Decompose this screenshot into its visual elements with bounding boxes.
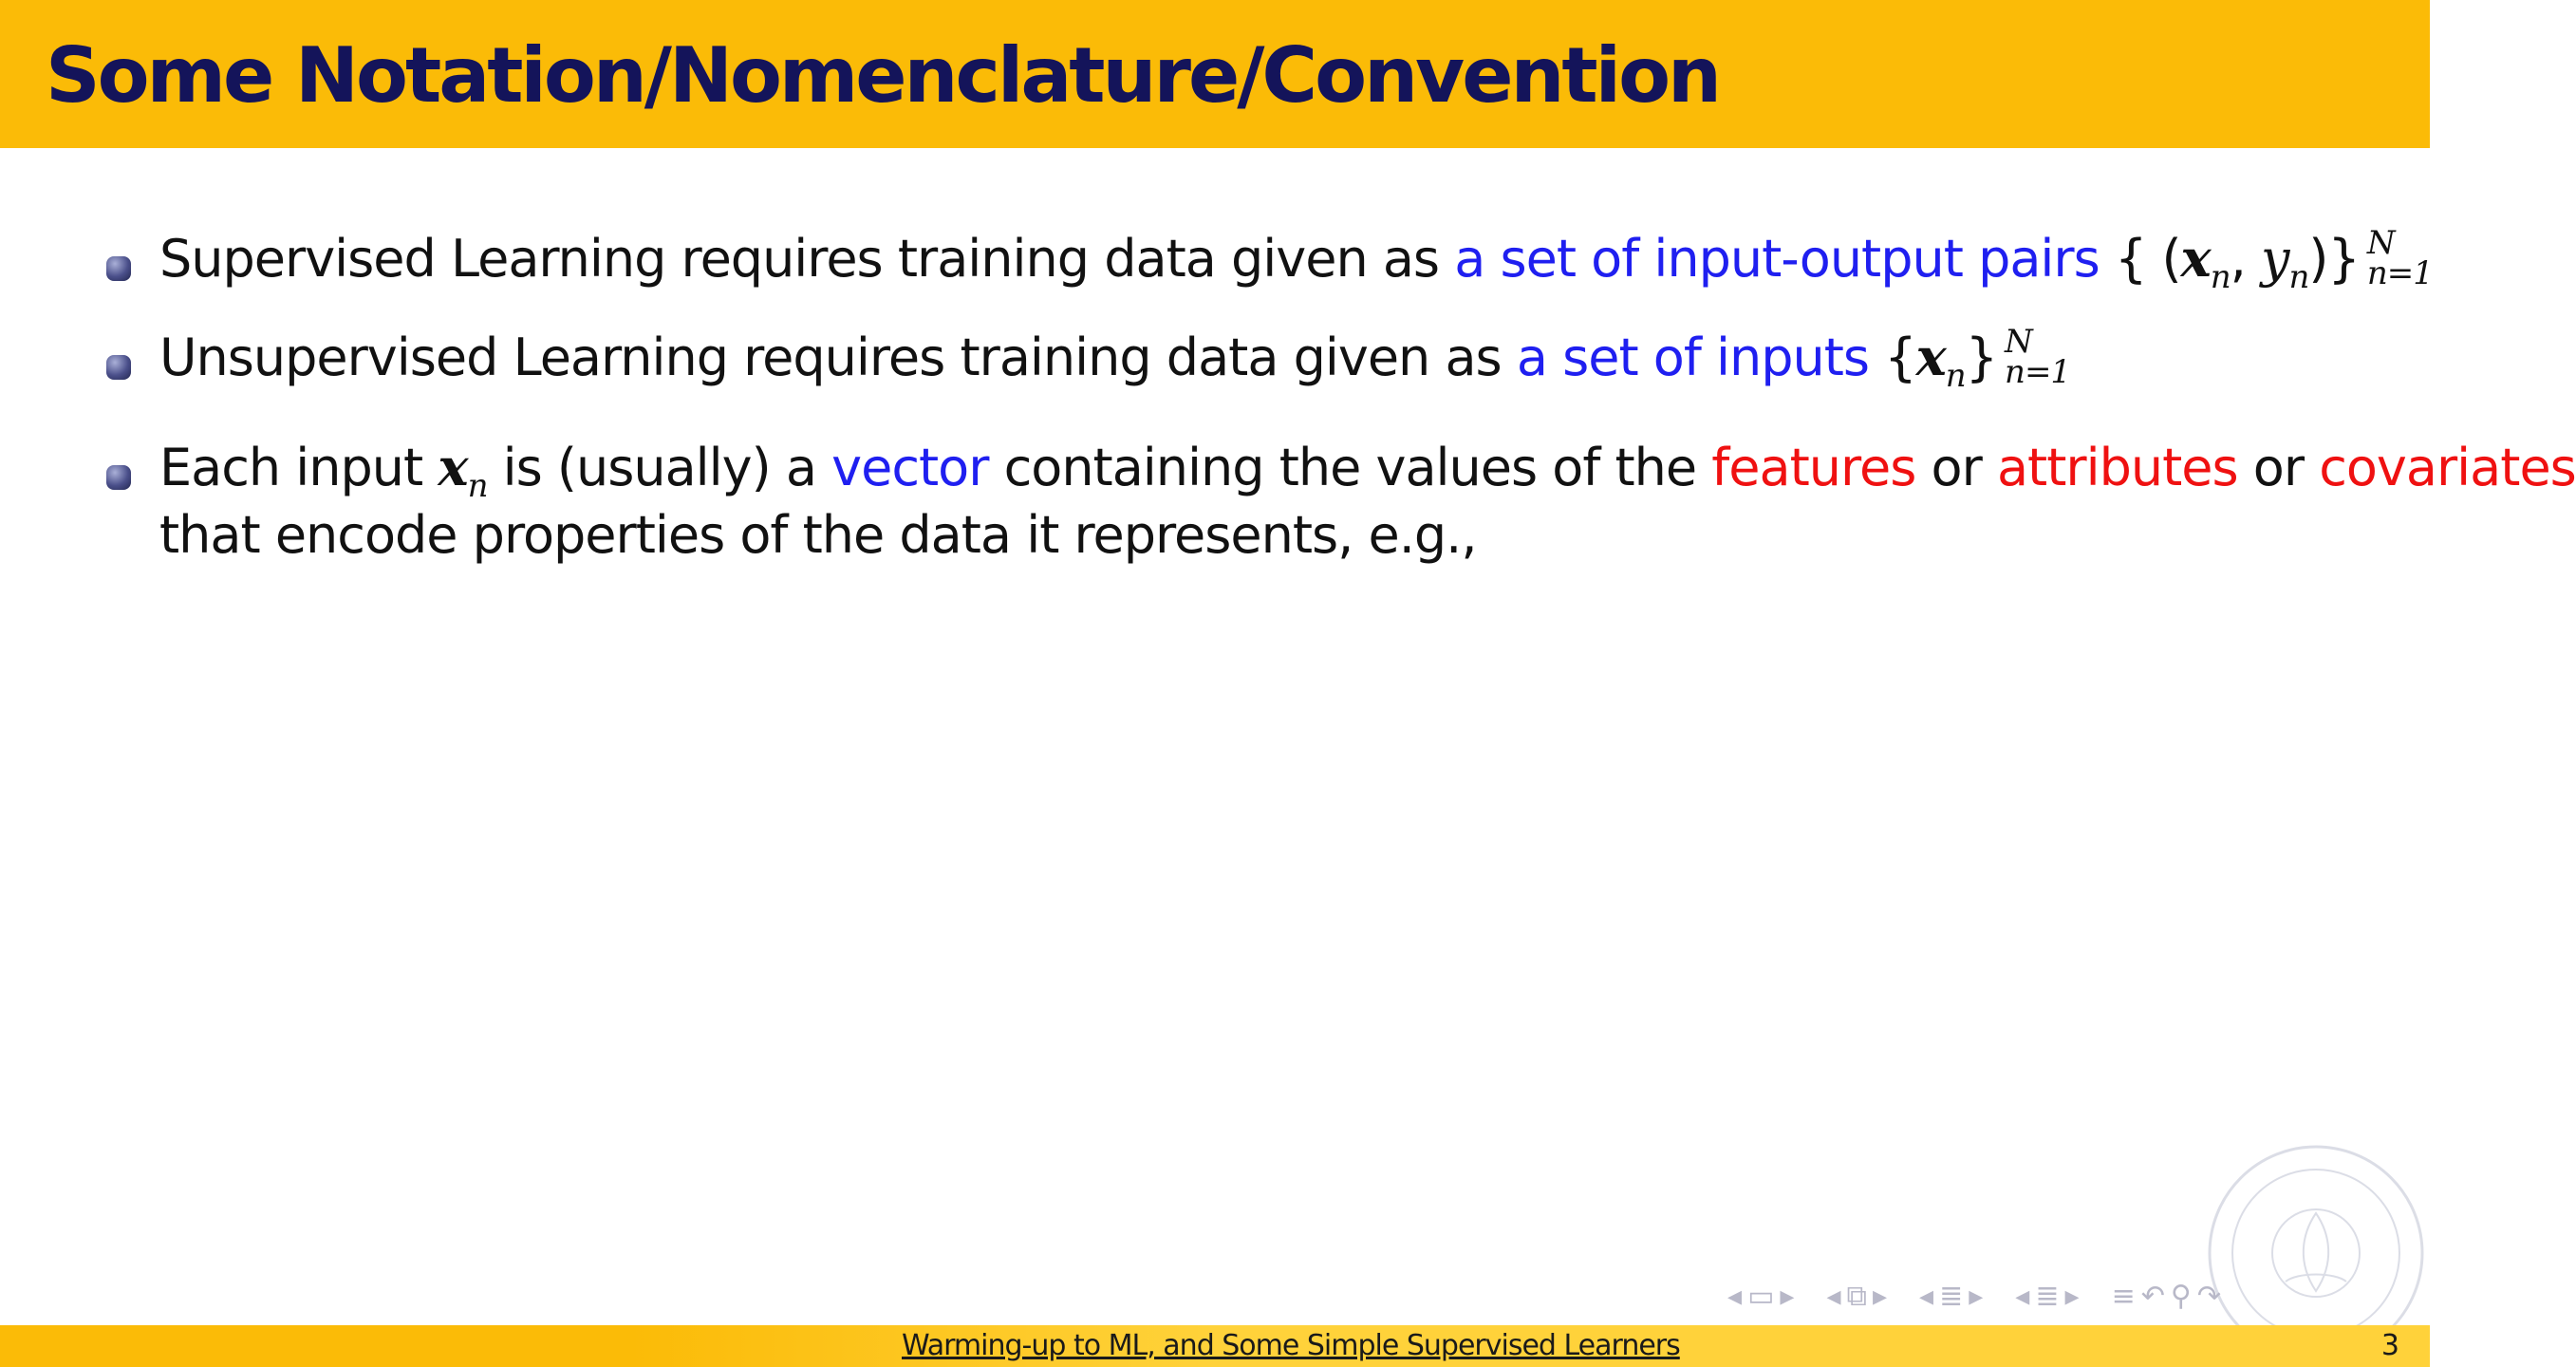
nav-section-icon[interactable]: ≣	[1939, 1279, 1964, 1313]
math-set-close: }	[1965, 328, 1998, 387]
nav-prev-section-icon[interactable]: ◂	[1919, 1279, 1934, 1313]
nav-next-frame-icon[interactable]: ▸	[1780, 1279, 1795, 1313]
nav-prev-frame-icon[interactable]: ◂	[1727, 1279, 1743, 1313]
nav-search-icon[interactable]: ⚲	[2170, 1279, 2192, 1313]
math-upper-limit: N	[2366, 224, 2395, 263]
slide-title: Some Notation/Nomenclature/Convention	[46, 31, 1719, 120]
footer-title[interactable]: Warming-up to ML, and Some Simple Supervised Learners	[902, 1329, 1680, 1362]
math-subscript: n	[1945, 357, 1966, 395]
beamer-navigation-bar	[1727, 1272, 2411, 1320]
nav-next-subsection-icon[interactable]: ▸	[1872, 1279, 1888, 1313]
math-set-open: {	[1869, 328, 1916, 387]
bullet-text: is (usually) a	[487, 438, 832, 497]
math-subscript: n	[2288, 258, 2309, 296]
math-x: x	[2180, 228, 2211, 289]
bullet-text: or	[2237, 438, 2320, 497]
math-limits	[2005, 323, 2071, 392]
math-lower-limit: n=1	[2005, 353, 2071, 392]
nav-forward-icon[interactable]: ↷	[2196, 1279, 2221, 1313]
bullet-marker-icon	[106, 465, 131, 490]
nav-subsection-group	[1826, 1280, 1887, 1313]
highlight-features: features	[1711, 438, 1916, 497]
math-limits	[2366, 224, 2433, 293]
nav-next-part-icon[interactable]: ▸	[2064, 1279, 2080, 1313]
bullet-text: or	[1915, 438, 1997, 497]
slide-content	[104, 224, 2576, 566]
nav-part-group	[2015, 1280, 2079, 1313]
math-subscript: n	[2210, 258, 2231, 296]
nav-section-group	[1919, 1280, 1983, 1313]
bullet-marker-icon	[106, 256, 131, 281]
nav-frame-icon[interactable]: ▭	[1747, 1279, 1775, 1313]
nav-prev-subsection-icon[interactable]: ◂	[1826, 1279, 1841, 1313]
nav-prev-part-icon[interactable]: ◂	[2015, 1279, 2030, 1313]
math-subscript: n	[467, 467, 488, 505]
nav-subsection-icon[interactable]: ⧉	[1846, 1279, 1867, 1313]
bullet-input-vector	[104, 437, 2576, 566]
math-comma: ,	[2230, 229, 2261, 289]
bullet-text: Unsupervised Learning requires training data given as	[159, 328, 1517, 387]
bullet-unsupervised	[104, 323, 2382, 395]
bullet-marker-icon	[106, 355, 131, 380]
nav-frame-group	[1727, 1280, 1794, 1313]
nav-tools-group	[2112, 1280, 2221, 1313]
highlight-vector: vector	[831, 438, 989, 497]
footer-bar	[0, 1325, 2430, 1367]
math-set-close: )}	[2308, 229, 2360, 289]
page-number: 3	[2380, 1329, 2399, 1362]
bullet-text: containing the values of the	[988, 438, 1712, 497]
bullet-supervised	[104, 224, 2433, 296]
math-set-open: { (	[2099, 229, 2181, 289]
math-upper-limit: N	[2005, 323, 2032, 362]
title-bar	[0, 0, 2430, 148]
math-x: x	[438, 437, 468, 497]
bullet-text: Each input	[159, 438, 439, 497]
bullet-text-line2: that encode properties of the data it represents, e.g.,	[159, 505, 1477, 565]
nav-part-icon[interactable]: ≣	[2035, 1279, 2060, 1313]
nav-toc-icon[interactable]: ≡	[2111, 1279, 2136, 1313]
math-x: x	[1915, 327, 1946, 387]
highlight-text: a set of inputs	[1516, 328, 1870, 387]
math-y: y	[2261, 229, 2289, 289]
nav-back-icon[interactable]: ↶	[2140, 1279, 2165, 1313]
highlight-attributes: attributes	[1996, 438, 2238, 497]
highlight-covariates: covariates	[2319, 438, 2576, 497]
bullet-text: Supervised Learning requires training data given as	[159, 229, 1455, 289]
math-lower-limit: n=1	[2366, 254, 2433, 293]
highlight-text: a set of input-output pairs	[1454, 229, 2100, 289]
nav-next-section-icon[interactable]: ▸	[1969, 1279, 1984, 1313]
